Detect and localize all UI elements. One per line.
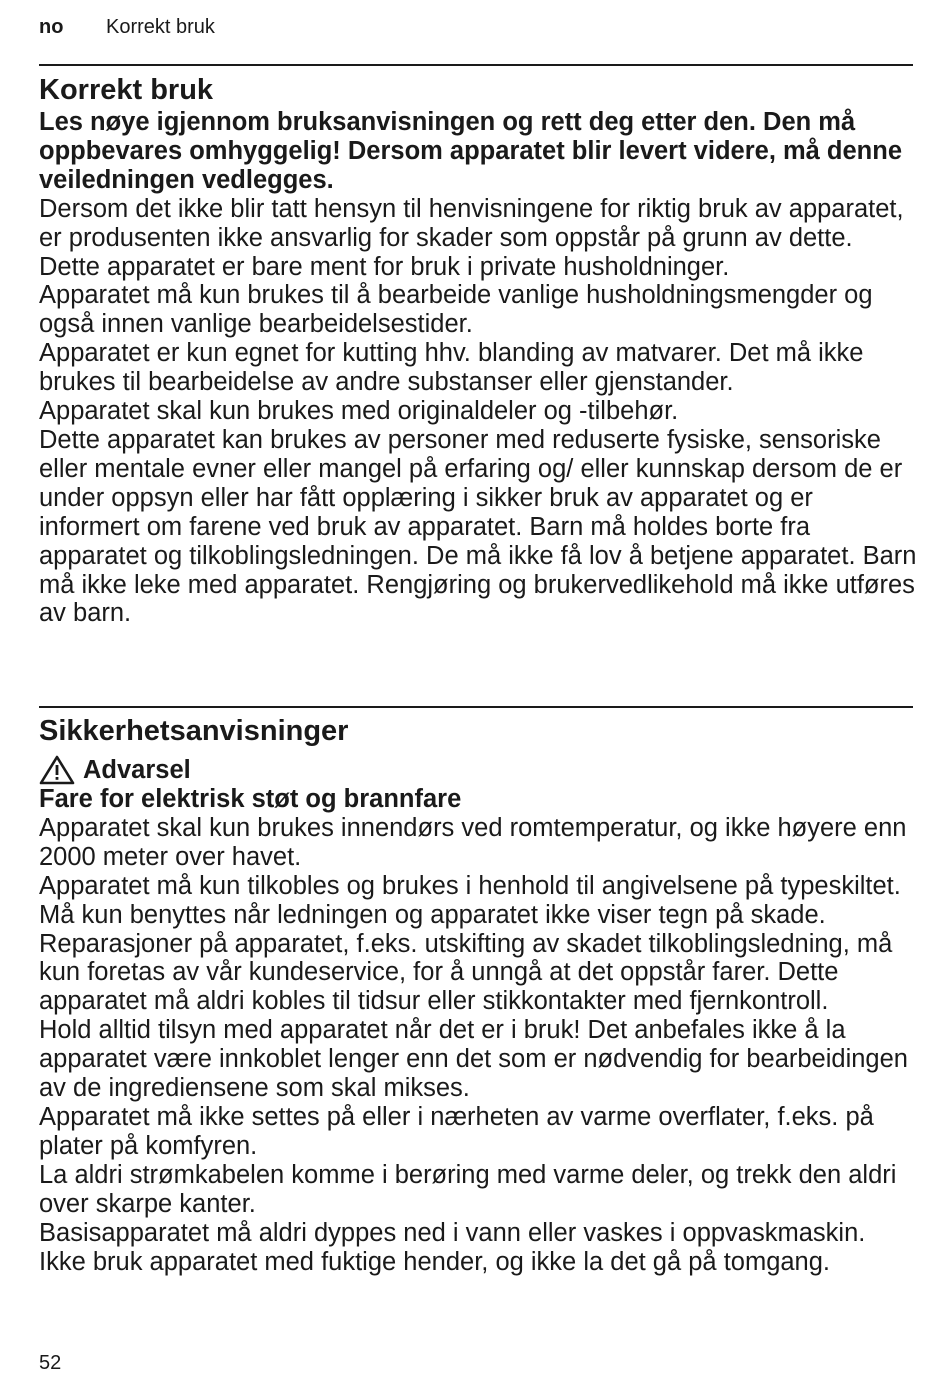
section-divider bbox=[39, 64, 913, 66]
paragraph: Apparatet må kun tilkobles og brukes i henhold til angivelsene på typeskiltet. Må kun benyttes når ledningen og apparatet ikke viser tegn på skade. Reparasjoner på apparatet, f.eks. utskifting av skadet tilkoblingsledning, må kun foretas av vår kundeservice, for å unngå at det oppstår farer. Dette apparatet må aldri kobles til tidsur eller stikkontakter med fjernkontroll. bbox=[39, 871, 901, 1016]
paragraph: Apparatet skal kun brukes med originaldeler og -tilbehør. bbox=[39, 397, 679, 426]
page-number: 52 bbox=[39, 1352, 62, 1374]
bold-intro: Les nøye igjennom bruksanvisningen og rett deg etter den. Den må oppbevares omhyggelig! Dersom apparatet blir levert videre, må denne veiledningen vedlegges. bbox=[39, 108, 903, 194]
paragraph: Dette apparatet er bare ment for bruk i private husholdninger. bbox=[39, 252, 730, 281]
paragraph: Hold alltid tilsyn med apparatet når det er i bruk! Det anbefales ikke å la apparatet være innkoblet lenger enn det som er nødvendig for bearbeidingen av de ingrediensene som skal mikses. bbox=[39, 1016, 908, 1103]
section-safety bbox=[39, 713, 919, 1276]
paragraph: Dette apparatet kan brukes av personer med reduserte fysiske, sensoriske eller mentale evner eller mangel på erfaring og/ eller kunnskap dersom de er under oppsyn eller har fått opplæring i sikker bruk av apparatet og er informert om farene ved bruk av apparatet. Barn må holdes borte fra apparatet og tilkoblingsledningen. De må ikke få lov å betjene apparatet. Barn må ikke leke med apparatet. Rengjøring og brukervedlikehold må ikke utføres av barn. bbox=[39, 425, 917, 628]
paragraph: Dersom det ikke blir tatt hensyn til henvisningene for riktig bruk av apparatet, er produsenten ikke ansvarlig for skader som oppstår på grunn av dette. bbox=[39, 194, 904, 252]
section-title: Sikkerhetsanvisninger bbox=[39, 715, 349, 747]
paragraph: Basisapparatet må aldri dyppes ned i vann eller vaskes i oppvaskmaskin. Ikke bruk apparatet med fuktige hender, og ikke la det gå på tomgang. bbox=[39, 1218, 866, 1276]
warning-triangle-icon bbox=[39, 755, 75, 785]
language-code: no bbox=[39, 16, 64, 38]
header-title: Korrekt bruk bbox=[106, 16, 215, 38]
paragraph: Apparatet er kun egnet for kutting hhv. blanding av matvarer. Det må ikke brukes til bearbeidelse av andre substanser eller gjenstander. bbox=[39, 339, 864, 397]
paragraph: Apparatet må ikke settes på eller i nærheten av varme overflater, f.eks. på plater på komfyren. bbox=[39, 1102, 874, 1160]
paragraph: La aldri strømkabelen komme i berøring med varme deler, og trekk den aldri over skarpe kanter. bbox=[39, 1160, 897, 1218]
section-title: Korrekt bruk bbox=[39, 74, 214, 106]
warning-subtitle: Fare for elektrisk støt og brannfare bbox=[39, 785, 462, 813]
section-correct-use bbox=[39, 72, 919, 628]
section-divider bbox=[39, 706, 913, 708]
warning-label: Advarsel bbox=[83, 755, 191, 784]
paragraph: Apparatet skal kun brukes innendørs ved romtemperatur, og ikke høyere enn 2000 meter over havet. bbox=[39, 813, 907, 871]
paragraph: Apparatet må kun brukes til å bearbeide vanlige husholdningsmengder og også innen vanlige bearbeidelsestider. bbox=[39, 281, 873, 339]
page-header bbox=[39, 14, 215, 40]
warning-heading bbox=[39, 755, 919, 785]
